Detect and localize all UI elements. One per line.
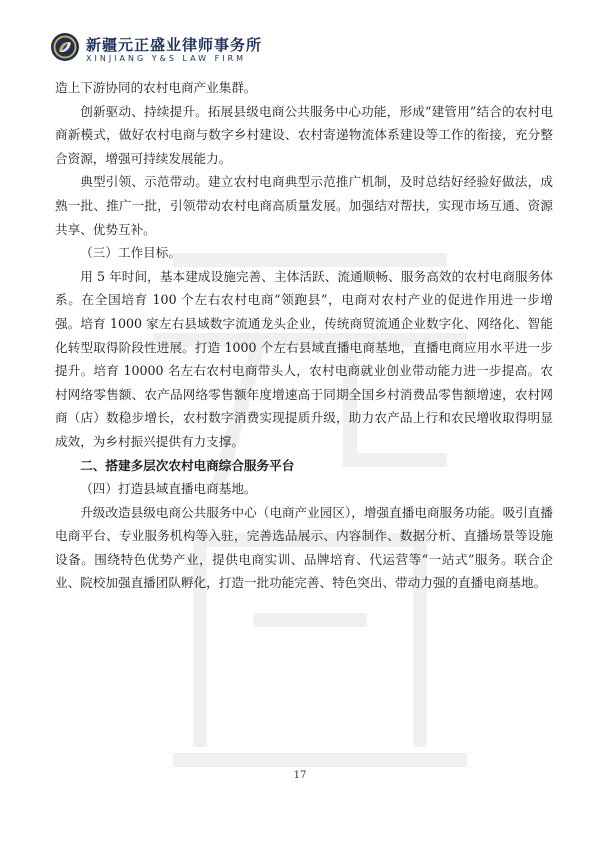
letterhead [50,30,550,70]
chapter-heading-platform: 二、搭建多层次农村电商综合服务平台 [80,457,295,473]
paragraph-continued: 造上下游协同的农村电商产业集群。 [55,80,257,95]
paragraph-goals: 用 5 年时间，基本建成设施完善、主体活跃、流通顺畅、服务高效的农村电商服务体系。在全国培育 100 个左右农村电商“领跑县”，电商对农村产业的促进作用进一步增强。培育 1000 家左右县域数字流通龙头企业，传统商贸流通企业数字化、网络化、智能化转型取得阶段性进展。打造 1000 个左右县域直播电商基地，直播电商应用水平进一步提升。培育 10000 名左右农村电商带头人，农村电商就业创业带动能力进一步提高。农村网络零售额、农产品网络零售额年度增速高于同期全国乡村消费品零售额增速，农村网商（店）数稳步增长，农村数字消费实现提质升级，助力农产品上行和农民增收取得明显成效，为乡村振兴提供有力支撑。 [55,268,553,449]
section-heading-livestream: （四）打造县域直播电商基地。 [80,481,257,497]
paragraph-demonstration: 典型引领、示范带动。建立农村电商典型示范推广机制，及时总结好经验好做法，成熟一批、推广一批，引领带动农村电商高质量发展。加强结对帮扶，实现市场互通、资源共享、优势互补。 [55,174,553,237]
section-heading-goals: （三）工作目标。 [80,245,181,261]
paragraph-livestream: 升级改造县级电商公共服务中心（电商产业园区），增强直播电商服务功能。吸引直播电商平台、专业服务机构等入驻，完善选品展示、内容制作、数据分析、直播场景等设施设备。围绕特色优势产业，提供电商实训、品牌培育、代运营等“一站式”服务。联合企业、院校加强直播团队孵化，打造一批功能完善、特色突出、带动力强的直播电商基地。 [55,504,553,591]
page-number: 17 [293,770,307,781]
ys-law-firm-logo-icon [50,32,80,62]
document-body [55,76,553,595]
firm-subtitle: XINJIANG Y&S LAW FIRM [86,54,247,63]
paragraph-innovation: 创新驱动、持续提升。拓展县级电商公共服务中心功能，形成“建管用”结合的农村电商新模式，做好农村电商与数字乡村建设、农村寄递物流体系建设等工作的衔接，充分整合资源，增强可持续发展能力。 [55,103,553,166]
firm-name: 新疆元正盛业律师事务所 [86,36,263,54]
